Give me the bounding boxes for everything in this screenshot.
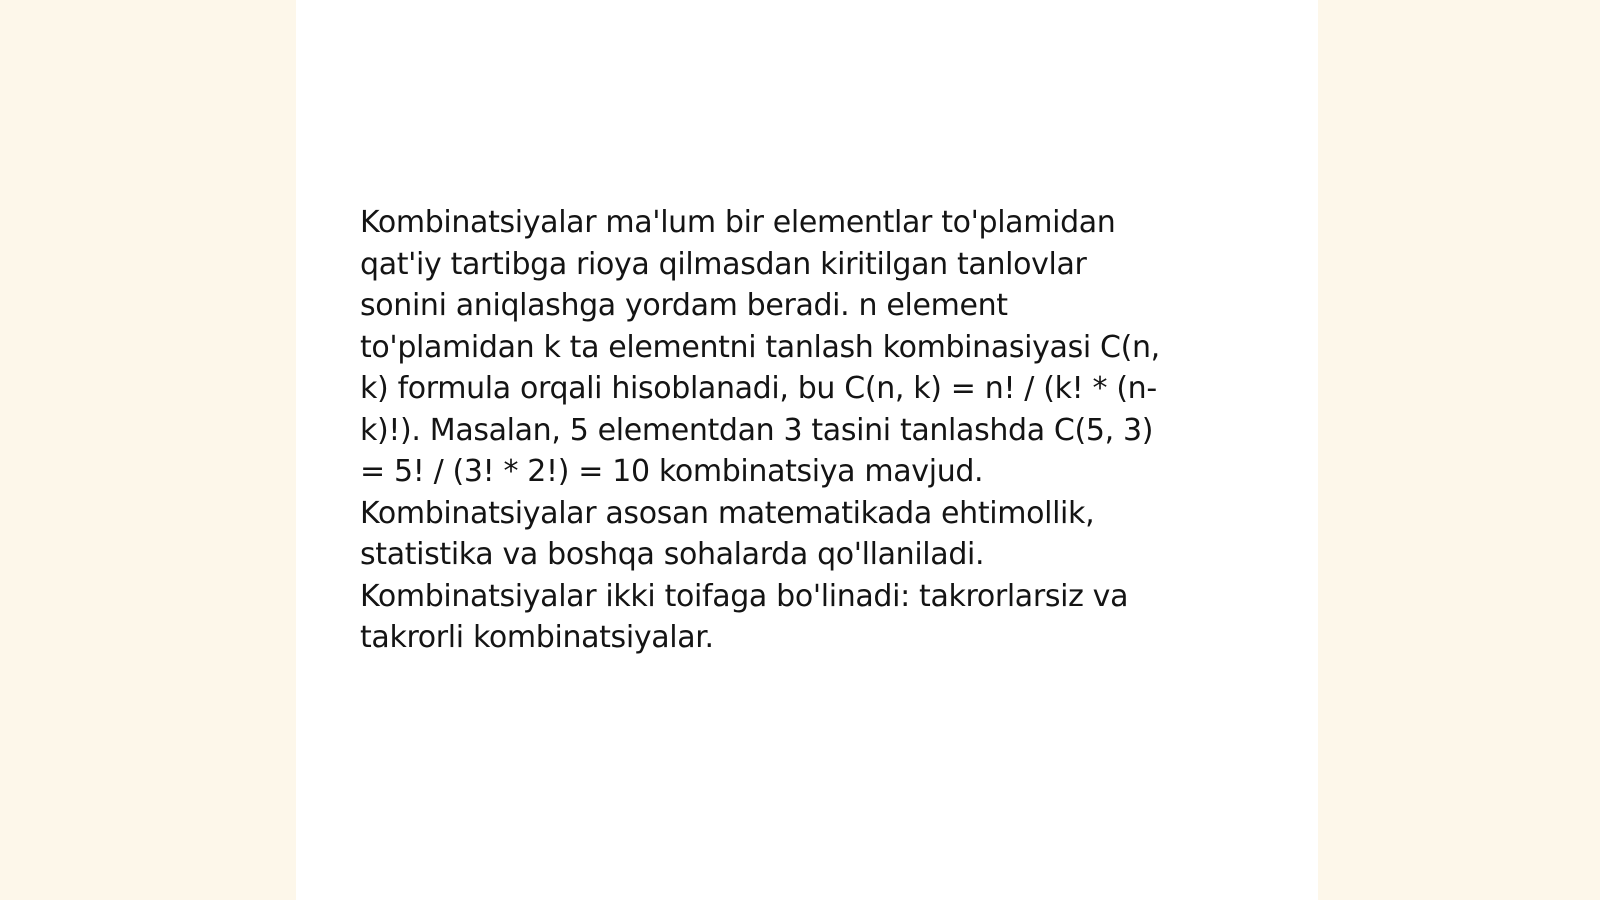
slide-body-text: Kombinatsiyalar ma'lum bir elementlar to'plamidan qat'iy tartibga rioya qilmasdan kiritilgan tanlovlar sonini aniqlashga yordam beradi. n element to'plamidan k ta elementni tanlash kombinasiyasi C(n, k) formula orqali hisoblanadi, bu C(n, k) = n! / (k! * (n- k)!). Masalan, 5 elementdan 3 tasini tanlashda C(5, 3) = 5! / (3! * 2!) = 10 kombinatsiya mavjud. Kombinatsiyalar asosan matematikada ehtimollik, statistika va boshqa sohalarda qo'llaniladi. Kombinatsiyalar ikki toifaga bo'linadi: takrorlarsiz va takrorli kombinatsiyalar. — [360, 205, 1160, 655]
slide-panel — [296, 0, 1318, 900]
